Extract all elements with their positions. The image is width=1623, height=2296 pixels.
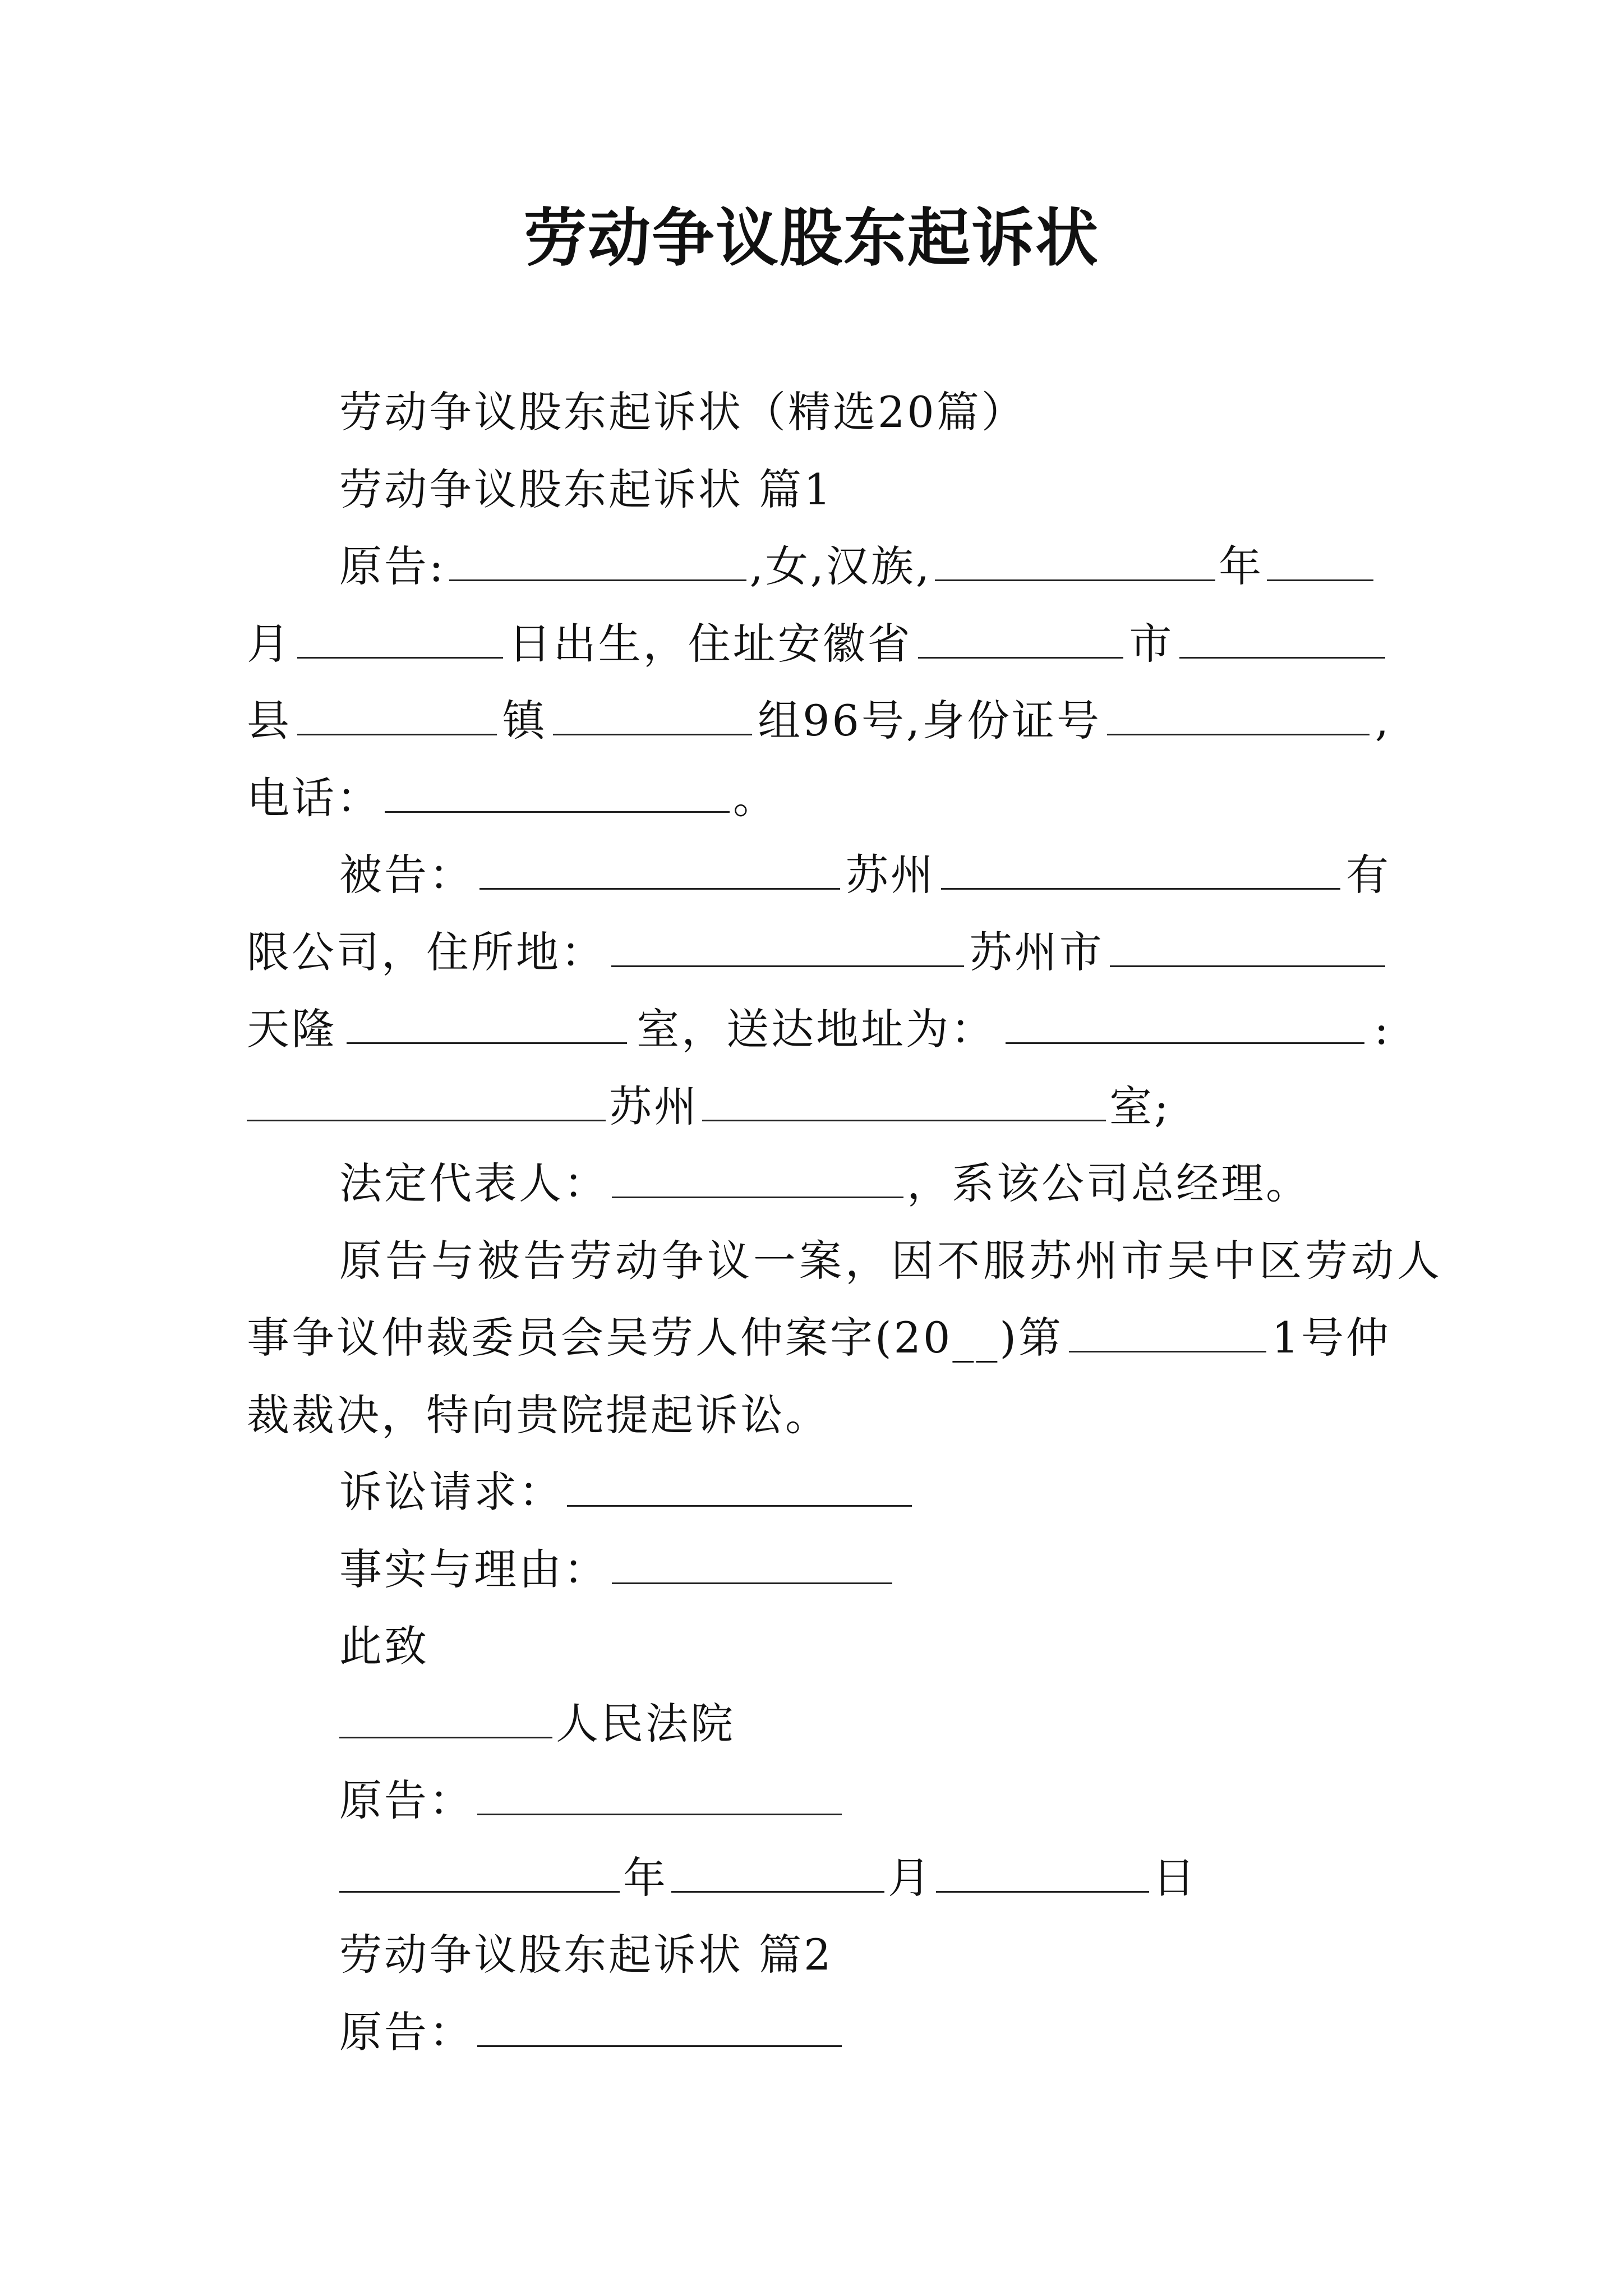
group-id-label: 组96号,身份证号 — [758, 696, 1101, 746]
court-label: 人民法院 — [556, 1699, 735, 1749]
defendant-label: 被告： — [339, 850, 474, 900]
suzhou-label-2: 苏州 — [609, 1082, 699, 1131]
you-label: 有 — [1346, 850, 1391, 900]
company-address-label: 限公司，住所地： — [247, 927, 606, 977]
legal-rep-role: ，系该公司总经理。 — [907, 1158, 1311, 1208]
colon: : — [1374, 1004, 1391, 1054]
subtitle: 劳动争议股东起诉状（精选20篇） — [339, 387, 1026, 437]
address-blank-1[interactable] — [611, 923, 964, 967]
claims-label: 诉讼请求： — [339, 1467, 564, 1517]
address-blank-2[interactable] — [1110, 923, 1385, 967]
county-label: 县 — [247, 696, 292, 746]
legal-rep-label: 法定代表人： — [339, 1158, 608, 1208]
date-year-label: 年 — [623, 1853, 668, 1903]
legal-rep-blank[interactable] — [612, 1154, 903, 1198]
phone-label: 电话： — [247, 773, 381, 823]
claims-line — [339, 1461, 915, 1523]
birth-month-blank[interactable] — [297, 614, 503, 659]
suzhou-label: 苏州 — [845, 850, 935, 900]
plaintiff-name-blank[interactable] — [449, 537, 746, 581]
birth-address-label: 日出生，住址安徽省 — [508, 619, 912, 669]
case-number-suffix: 1号仲 — [1271, 1313, 1391, 1363]
defendant-name-blank-1[interactable] — [479, 845, 840, 890]
section2-plaintiff-line — [339, 2001, 845, 2063]
case-number-text: 事争议仲裁委员会吴劳人仲案字(20__)第 — [247, 1313, 1064, 1363]
defendant-name-blank-2[interactable] — [941, 845, 1340, 890]
comma: , — [1375, 696, 1391, 746]
service-address-blank-2[interactable] — [247, 1077, 606, 1121]
facts-line — [339, 1539, 896, 1600]
facts-blank[interactable] — [612, 1540, 892, 1584]
plaintiff-line-2 — [247, 613, 1391, 675]
date-month-blank[interactable] — [671, 1848, 884, 1893]
closing-line: 此致 — [339, 1621, 429, 1671]
defendant-line-3 — [247, 999, 1391, 1060]
phone-blank[interactable] — [385, 769, 730, 813]
date-day-label: 日 — [1152, 1853, 1197, 1903]
section-heading-1: 劳动争议股东起诉状 篇1 — [339, 464, 833, 514]
service-room-blank[interactable] — [702, 1077, 1106, 1121]
town-blank[interactable] — [553, 691, 753, 735]
year-label: 年 — [1219, 541, 1264, 591]
plaintiff-gender-ethnicity: ,女,汉族, — [749, 541, 932, 591]
claims-blank[interactable] — [567, 1462, 912, 1507]
case-number-blank[interactable] — [1069, 1308, 1266, 1352]
defendant-line-2 — [247, 922, 1391, 983]
court-name-blank[interactable] — [339, 1694, 552, 1738]
section2-plaintiff-label: 原告： — [339, 2007, 474, 2057]
suzhou-city-label: 苏州市 — [969, 927, 1104, 977]
date-year-blank[interactable] — [339, 1848, 620, 1893]
plaintiff-line-4 — [247, 767, 778, 829]
document-title: 劳动争议股东起诉状 — [524, 201, 1099, 275]
town-label: 镇 — [502, 696, 547, 746]
legal-rep-line — [339, 1153, 1311, 1214]
plaintiff-label: 原告: — [339, 541, 446, 591]
defendant-line-1 — [339, 844, 1391, 906]
plaintiff-line-3 — [247, 690, 1391, 752]
signature-blank[interactable] — [477, 1771, 842, 1815]
room-blank[interactable] — [347, 1000, 627, 1044]
section-heading-2: 劳动争议股东起诉状 篇2 — [339, 1930, 833, 1980]
tianlong-label: 天隆 — [247, 1004, 336, 1054]
case-line-2 — [247, 1307, 1391, 1369]
signature-line — [339, 1770, 845, 1832]
birth-month-blank-start[interactable] — [1267, 537, 1373, 581]
city-blank[interactable] — [918, 614, 1124, 659]
date-month-label: 月 — [888, 1853, 933, 1903]
city-label: 市 — [1129, 619, 1174, 669]
facts-label: 事实与理由： — [339, 1544, 608, 1594]
county-blank-start[interactable] — [1179, 614, 1385, 659]
period: 。 — [733, 773, 778, 823]
service-address-label: 室，送达地址为： — [637, 1004, 996, 1054]
id-number-blank[interactable] — [1107, 691, 1370, 735]
service-address-blank[interactable] — [1006, 1000, 1364, 1044]
date-line — [339, 1847, 1197, 1909]
month-label: 月 — [247, 619, 292, 669]
plaintiff-line-1 — [339, 536, 1377, 597]
birth-year-blank[interactable] — [935, 537, 1215, 581]
county-blank[interactable] — [297, 691, 497, 735]
signature-label: 原告： — [339, 1775, 474, 1825]
date-day-blank[interactable] — [936, 1848, 1149, 1893]
court-line — [339, 1693, 735, 1755]
case-line-3: 裁裁决，特向贵院提起诉讼。 — [247, 1390, 830, 1440]
room-semicolon: 室; — [1109, 1082, 1171, 1131]
defendant-line-4 — [247, 1076, 1171, 1138]
section2-plaintiff-blank[interactable] — [477, 2003, 842, 2047]
case-line-1: 原告与被告劳动争议一案，因不服苏州市吴中区劳动人 — [339, 1236, 1443, 1286]
